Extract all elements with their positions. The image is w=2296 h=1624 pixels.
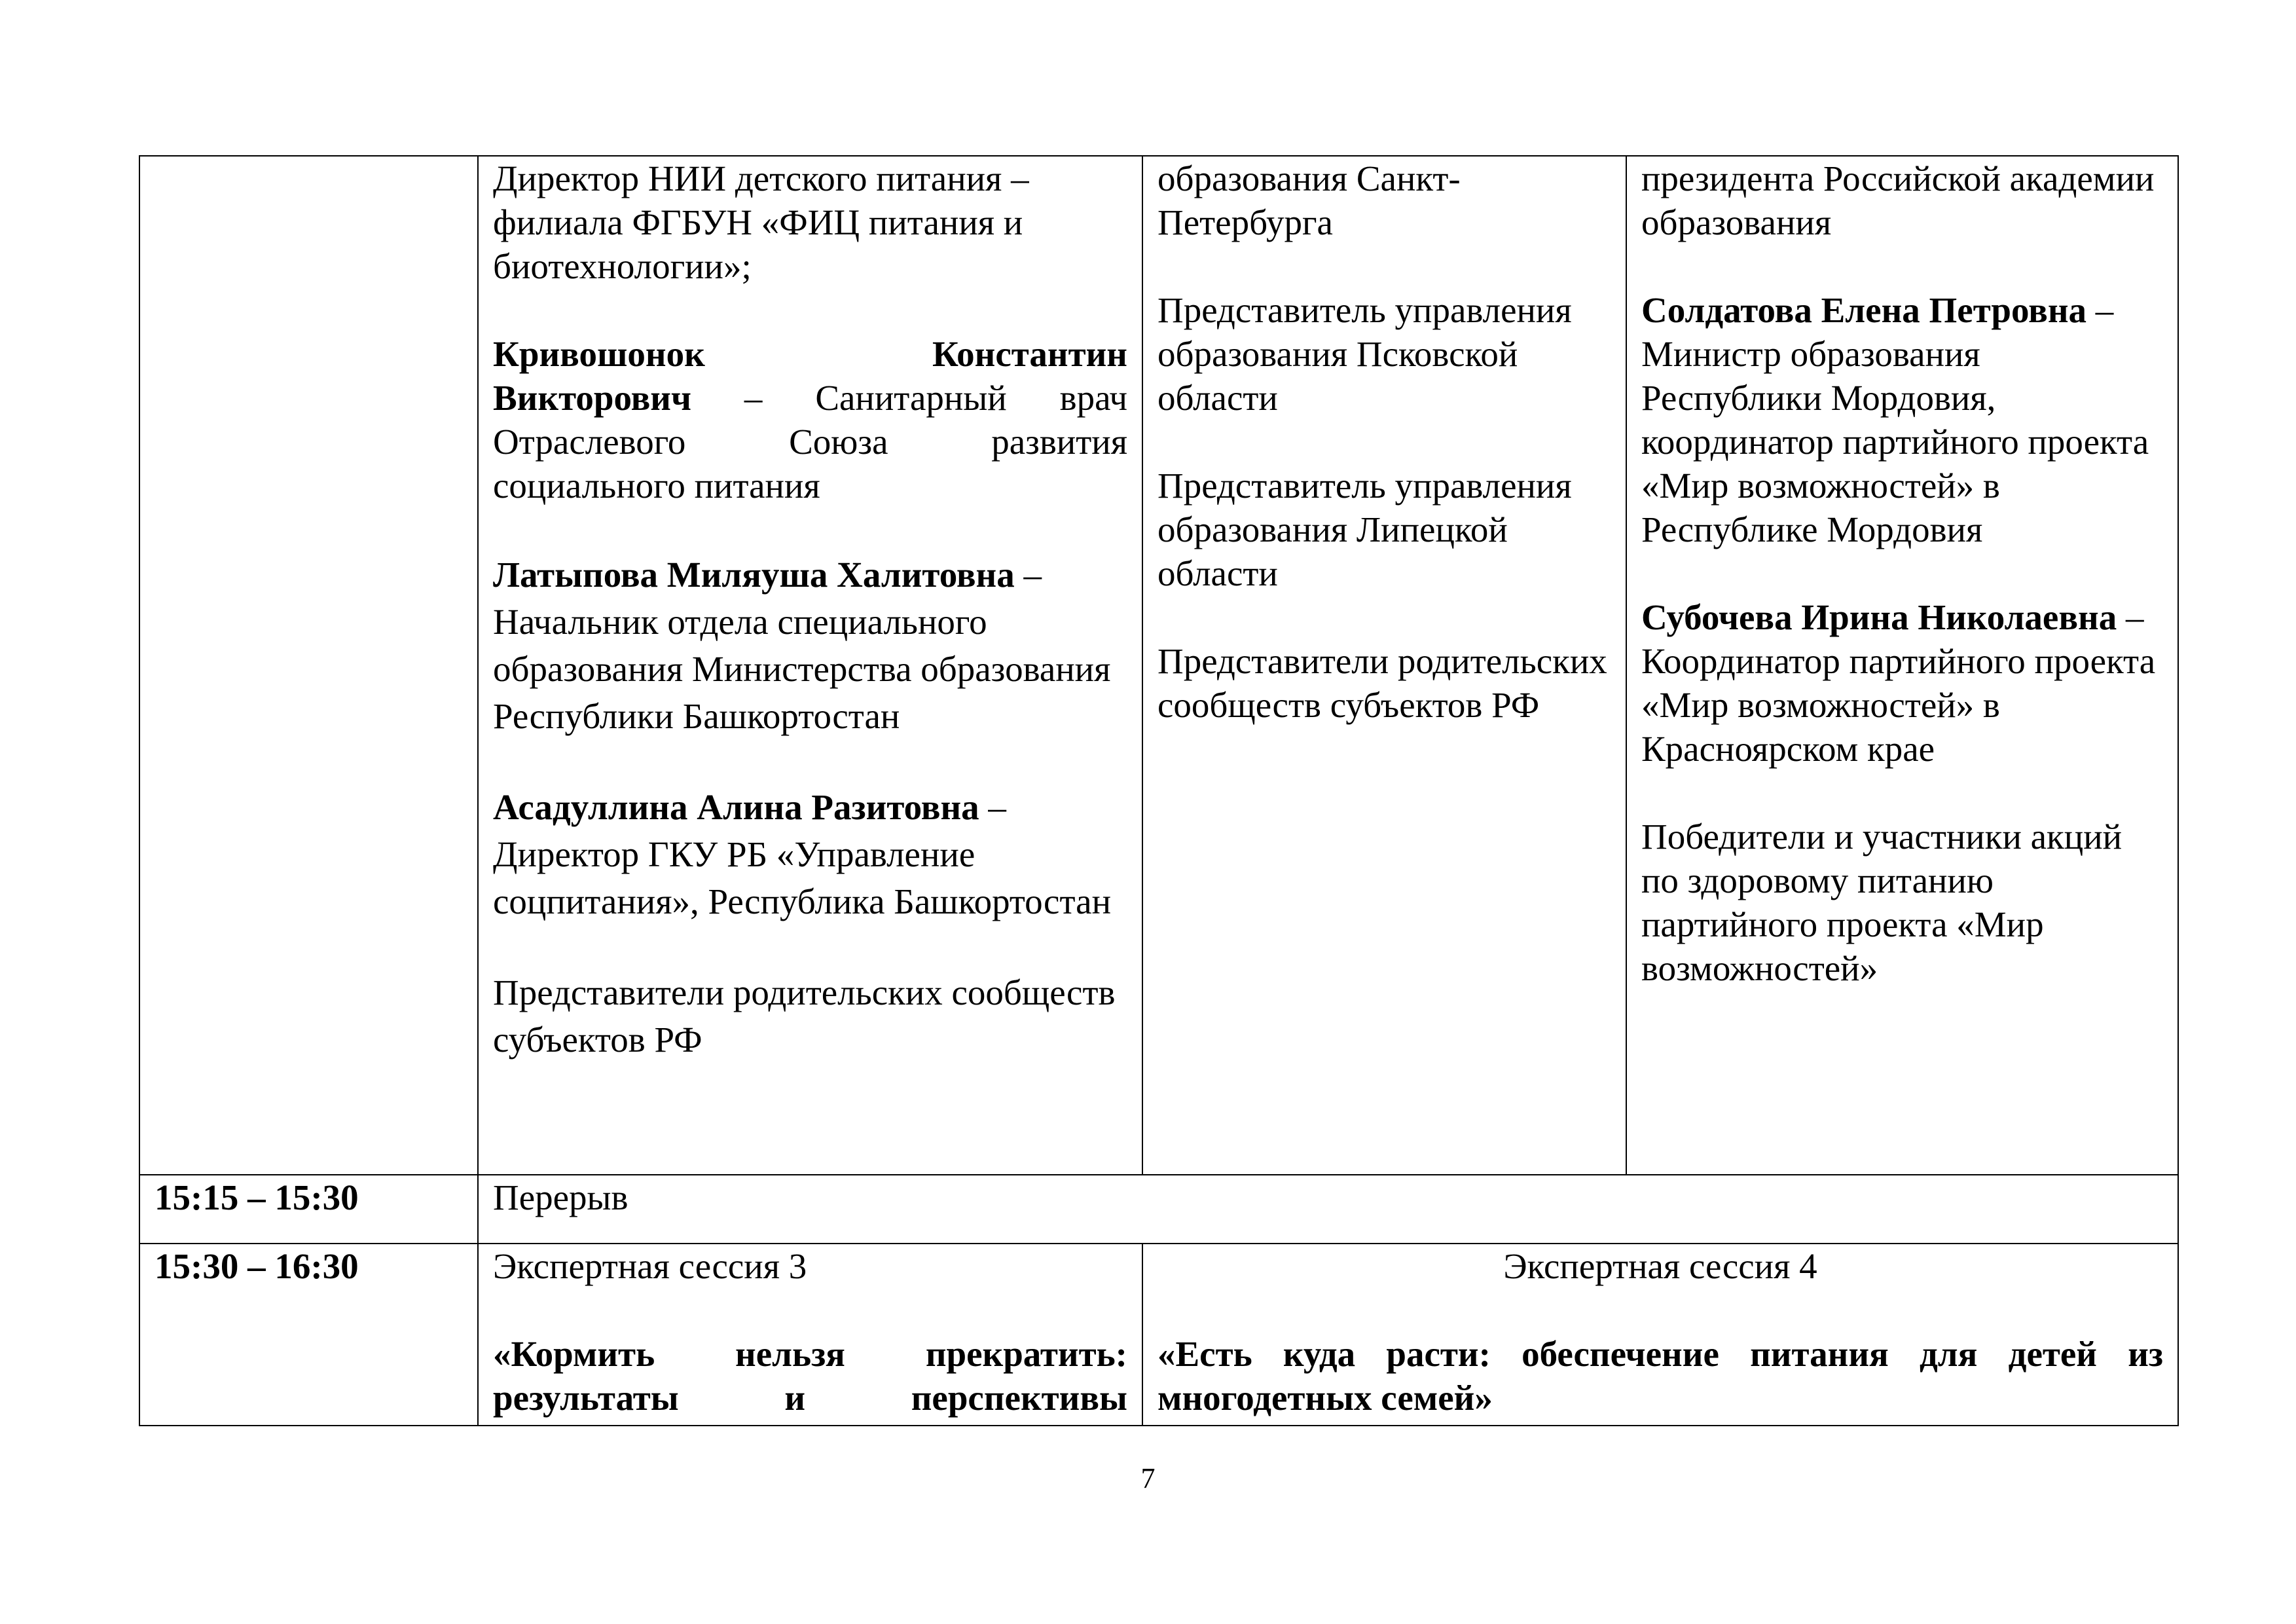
participant-text: Победители и участники акций по здоровому питанию партийного проекта «Мир возможностей»: [1641, 817, 2123, 988]
session-title-line: «Кормить нельзя прекратить:: [493, 1334, 1127, 1374]
participant-text: Представитель управления образования Псковской области: [1157, 290, 1572, 418]
participant-text: президента Российской академии образования: [1641, 158, 2155, 242]
speaker-entry: Асадуллина Алина Разитовна – Директор ГКУ РБ «Управление соцпитания», Республика Башкортостан: [493, 787, 1111, 921]
break-cell: Перерыв: [478, 1175, 2178, 1244]
intro-text: Директор НИИ детского питания – филиала ФГБУН «ФИЦ питания и биотехнологии»;: [493, 158, 1029, 286]
session-label: Экспертная сессия 3: [493, 1246, 807, 1286]
participants-cell-session-other: [1626, 156, 2178, 1175]
speaker-entry: Латыпова Миляуша Халитовна – Начальник отдела специального образования Министерства образования Республики Башкортостан: [493, 555, 1111, 736]
speaker-entry: Солдатова Елена Петровна – Министр образования Республики Мордовия, координатор партийного проекта «Мир возможностей» в Республике Мордовия: [1641, 290, 2149, 549]
representatives-text: Представители родительских сообществ субъектов РФ: [493, 972, 1116, 1060]
time-cell: 15:30 – 16:30: [139, 1244, 478, 1426]
participant-text: Представители родительских сообществ субъектов РФ: [1157, 641, 1607, 725]
table-row: [139, 1175, 2178, 1244]
time-cell: 15:15 – 15:30: [139, 1175, 478, 1244]
session3-cell: [478, 1244, 1142, 1426]
speaker-line: Отраслевого Союза развития: [493, 422, 1127, 462]
session-title: «Есть куда расти: обеспечение питания для детей из многодетных семей»: [1157, 1334, 2163, 1418]
speaker-line: Викторович – Санитарный врач: [493, 378, 1127, 418]
session4-cell: [1142, 1244, 2178, 1426]
participant-text: Представитель управления образования Липецкой области: [1157, 466, 1572, 593]
session-label: Экспертная сессия 4: [1503, 1246, 1817, 1286]
speaker-line: социального питания: [493, 466, 820, 506]
participants-cell-session1: [478, 156, 1142, 1175]
table-row: [139, 1244, 2178, 1426]
session-title-line: результаты и перспективы: [493, 1378, 1127, 1418]
speaker-name-line: Кривошонок Константин: [493, 334, 1127, 374]
participant-text: образования Санкт-Петербурга: [1157, 158, 1461, 242]
speaker-entry: Субочева Ирина Николаевна – Координатор партийного проекта «Мир возможностей» в Красноярском крае: [1641, 597, 2156, 769]
participants-cell-session2: [1142, 156, 1626, 1175]
time-cell-empty: [139, 156, 478, 1175]
page-number: 7: [1140, 1462, 1156, 1494]
program-table: [139, 155, 2179, 1426]
table-row: [139, 156, 2178, 1175]
